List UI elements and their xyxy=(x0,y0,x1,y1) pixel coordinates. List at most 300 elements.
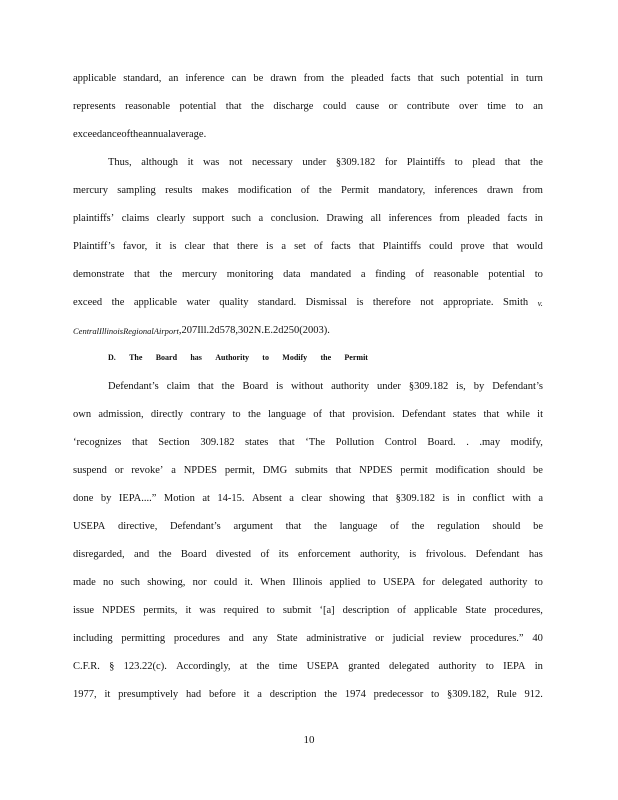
word: authority xyxy=(489,577,528,588)
word: it xyxy=(537,409,543,420)
word: appropriate. xyxy=(443,297,494,308)
word: could xyxy=(322,101,347,112)
word: Plaintiffs xyxy=(406,157,445,168)
word: average. xyxy=(170,129,207,140)
word: 578, xyxy=(219,325,239,336)
word: monitoring xyxy=(226,269,274,280)
word: from xyxy=(439,213,460,224)
word: can xyxy=(231,73,247,84)
heading-word: The xyxy=(129,353,143,362)
word: applicable xyxy=(414,605,458,616)
word: applied xyxy=(329,577,361,588)
word: is xyxy=(276,381,284,392)
word: at xyxy=(202,493,210,504)
word: . xyxy=(466,437,469,448)
word: represents xyxy=(73,101,116,112)
word: showing xyxy=(329,493,365,504)
word: would xyxy=(516,241,543,252)
text-line xyxy=(73,240,543,254)
word: mercury xyxy=(182,269,217,280)
word: Ill.2d xyxy=(197,325,220,336)
word: contribute xyxy=(406,101,450,112)
word: that xyxy=(483,409,500,420)
word: Rule xyxy=(496,689,517,700)
word: plaintiffs’ xyxy=(73,213,115,224)
word: Permit xyxy=(341,185,370,196)
word: judicial xyxy=(392,633,425,644)
word: Regional xyxy=(123,326,154,336)
word: should xyxy=(497,465,526,476)
word: in xyxy=(534,213,543,224)
word: conclusion. xyxy=(270,213,319,224)
word: that xyxy=(372,493,389,504)
word: 309.182 xyxy=(200,437,235,448)
word: to xyxy=(431,689,440,700)
word: annual xyxy=(142,129,171,140)
word: Central xyxy=(73,326,99,336)
word: ‘[a] xyxy=(319,605,335,616)
word: plead xyxy=(472,157,496,168)
word: 250 xyxy=(283,325,300,336)
heading-word: to xyxy=(262,353,269,362)
word: be xyxy=(533,521,543,532)
text-line xyxy=(73,520,543,534)
word: 302 xyxy=(238,325,254,336)
word: and xyxy=(134,549,150,560)
word: it xyxy=(104,689,111,700)
word: delegated xyxy=(389,661,430,672)
word: not xyxy=(420,297,434,308)
word: Absent xyxy=(251,493,282,504)
word: or xyxy=(388,101,398,112)
word: inferences xyxy=(434,185,478,196)
word: results xyxy=(165,185,193,196)
word: that xyxy=(417,73,434,84)
word: 1974 xyxy=(344,689,366,700)
word: an xyxy=(168,73,179,84)
word: sampling xyxy=(117,185,156,196)
word: language xyxy=(339,521,378,532)
word: to xyxy=(454,157,463,168)
word: exceed xyxy=(73,297,103,308)
word: the xyxy=(130,129,143,140)
text-line xyxy=(73,492,543,506)
word: USEPA xyxy=(383,577,416,588)
word: that xyxy=(134,269,150,280)
word: under xyxy=(302,157,327,168)
word: suspend xyxy=(73,465,107,476)
word: clearly xyxy=(156,213,186,224)
word: the xyxy=(331,73,344,84)
word: that xyxy=(197,381,214,392)
word: the xyxy=(256,661,270,672)
word: description xyxy=(269,689,317,700)
word: provision. xyxy=(352,409,395,420)
word: that xyxy=(504,157,521,168)
word: enforcement xyxy=(298,549,351,560)
word: applicable xyxy=(73,73,117,84)
word: any xyxy=(252,633,268,644)
word: pleaded xyxy=(467,213,500,224)
word: states xyxy=(245,437,269,448)
word: or xyxy=(114,465,124,476)
word: Pollution xyxy=(335,437,375,448)
word: Thus, xyxy=(108,157,132,168)
word: C.F.R. xyxy=(73,661,100,672)
word: finding xyxy=(375,269,406,280)
word: a xyxy=(289,493,294,504)
text-line xyxy=(73,268,543,282)
word: standard, xyxy=(123,73,162,84)
word: prove xyxy=(460,241,485,252)
word: required xyxy=(223,605,259,616)
word: to xyxy=(232,409,241,420)
word: applicable xyxy=(133,297,178,308)
word: including xyxy=(73,633,113,644)
word: it xyxy=(243,689,250,700)
word: facts xyxy=(507,213,528,224)
word: to xyxy=(534,269,543,280)
word: no xyxy=(102,577,114,588)
word: NPDES xyxy=(359,465,393,476)
word: Dismissal xyxy=(305,297,347,308)
text-line xyxy=(73,604,543,618)
word: own xyxy=(73,409,92,420)
word: in xyxy=(456,493,466,504)
word: of xyxy=(313,409,322,420)
word: favor, xyxy=(122,241,148,252)
word: Airport xyxy=(153,326,179,336)
word: that xyxy=(329,409,346,420)
word: IEPA....” xyxy=(118,493,157,504)
word: had xyxy=(185,689,202,700)
word: a xyxy=(281,241,286,252)
text-line xyxy=(73,324,543,338)
word: the xyxy=(159,269,173,280)
word: admission, xyxy=(98,409,144,420)
word: exceedance xyxy=(73,129,122,140)
word: mandatory, xyxy=(378,185,426,196)
word: could xyxy=(429,241,453,252)
word: NPDES xyxy=(183,465,217,476)
word: it xyxy=(187,157,194,168)
word: to xyxy=(515,101,524,112)
word: divested xyxy=(216,549,252,560)
word: cause xyxy=(355,101,380,112)
word: the xyxy=(324,689,338,700)
word: IEPA xyxy=(503,661,526,672)
word: of xyxy=(390,521,399,532)
word: USEPA xyxy=(306,661,339,672)
word: over xyxy=(459,101,478,112)
word: clear xyxy=(184,241,205,252)
word: Smith xyxy=(503,297,529,308)
word: Board xyxy=(242,381,269,392)
word: of xyxy=(313,241,323,252)
word: NPDES xyxy=(102,605,136,616)
word: a xyxy=(360,269,366,280)
word: done xyxy=(73,493,94,504)
word: nor xyxy=(192,577,207,588)
word: a xyxy=(258,213,264,224)
word: while xyxy=(506,409,530,420)
word: DMG xyxy=(262,465,288,476)
word: .may xyxy=(479,437,501,448)
word: modification xyxy=(237,185,292,196)
word: N.E.2d xyxy=(253,325,284,336)
word: permit, xyxy=(224,465,255,476)
word: inferences xyxy=(388,213,432,224)
word: states xyxy=(452,409,477,420)
word: potential xyxy=(179,101,217,112)
word: before xyxy=(208,689,236,700)
word: that xyxy=(131,437,148,448)
word: authority xyxy=(438,661,477,672)
word: Motion xyxy=(163,493,195,504)
word: drawn xyxy=(270,73,297,84)
word: of xyxy=(121,129,131,140)
word: inference xyxy=(185,73,225,84)
word: description xyxy=(342,605,390,616)
word: that xyxy=(278,437,295,448)
word: of xyxy=(260,549,270,560)
word: When xyxy=(260,577,286,588)
word: has xyxy=(528,549,543,560)
word: time xyxy=(487,101,506,112)
word: such xyxy=(120,577,140,588)
word: modify, xyxy=(510,437,543,448)
word: at xyxy=(239,661,248,672)
word: its xyxy=(278,549,289,560)
word: 1977, xyxy=(73,689,97,700)
word: showing, xyxy=(147,577,186,588)
word: directive, xyxy=(117,521,158,532)
word: such xyxy=(231,213,252,224)
word: quality xyxy=(219,297,249,308)
word: the xyxy=(111,297,125,308)
word: State xyxy=(465,605,487,616)
word: Board. xyxy=(427,437,456,448)
heading-word: the xyxy=(320,353,332,362)
word: regulation xyxy=(437,521,480,532)
word: v. xyxy=(537,298,543,308)
word: State xyxy=(276,633,298,644)
word: §309.182 xyxy=(395,493,435,504)
word: facts xyxy=(390,73,411,84)
word: Defendant’s xyxy=(170,521,221,532)
word: that xyxy=(335,465,352,476)
word: , xyxy=(178,325,182,336)
word: necessary xyxy=(251,157,293,168)
word: is xyxy=(266,241,274,252)
word: to xyxy=(534,577,543,588)
word: turn xyxy=(525,73,543,84)
word: to xyxy=(266,605,275,616)
word: Illinois xyxy=(292,577,323,588)
word: disregarded, xyxy=(73,549,125,560)
word: mercury xyxy=(73,185,108,196)
word: Defendant xyxy=(475,549,520,560)
text-line xyxy=(73,576,543,590)
word: Section xyxy=(158,437,190,448)
heading-word: Authority xyxy=(215,353,249,362)
text-line xyxy=(73,184,543,198)
word: permits, xyxy=(143,605,178,616)
word: claim xyxy=(166,381,191,392)
text-line xyxy=(73,548,543,562)
word: such xyxy=(440,73,460,84)
word: Accordingly, xyxy=(176,661,231,672)
word: under xyxy=(376,381,401,392)
text-line xyxy=(73,72,543,86)
word: predecessor xyxy=(373,689,424,700)
word: to xyxy=(367,577,376,588)
word: Plaintiff’s xyxy=(73,241,115,252)
word: is xyxy=(409,549,417,560)
word: is xyxy=(169,241,177,252)
word: that xyxy=(285,521,302,532)
word: procedures xyxy=(173,633,220,644)
word: authority, xyxy=(359,549,400,560)
word: by xyxy=(100,493,112,504)
word: it xyxy=(185,605,192,616)
word: procedures.” xyxy=(470,633,524,644)
word: issue xyxy=(73,605,94,616)
word: contrary xyxy=(190,409,226,420)
word: argument xyxy=(233,521,273,532)
word: with xyxy=(512,493,531,504)
word: frivolous. xyxy=(425,549,467,560)
word: in xyxy=(534,661,543,672)
word: or xyxy=(375,633,384,644)
word: the xyxy=(247,409,261,420)
word: the xyxy=(411,521,425,532)
word: is xyxy=(442,493,450,504)
word: §309.182, xyxy=(447,689,490,700)
word: to xyxy=(485,661,494,672)
word: there xyxy=(237,241,259,252)
word: time xyxy=(278,661,298,672)
word: Defendant’s xyxy=(108,381,159,392)
word: drawn xyxy=(486,185,514,196)
word: § xyxy=(109,661,115,672)
word: the xyxy=(251,101,264,112)
word: reasonable xyxy=(433,269,479,280)
word: an xyxy=(533,101,543,112)
word: be xyxy=(532,465,543,476)
word: makes xyxy=(201,185,229,196)
word: delegated xyxy=(442,577,483,588)
word: Plaintiffs xyxy=(382,241,422,252)
section-heading xyxy=(108,352,368,364)
page-number: 10 xyxy=(303,734,315,746)
word: language xyxy=(268,409,306,420)
word: not xyxy=(228,157,243,168)
word: Defendant xyxy=(401,409,446,420)
text-line xyxy=(108,156,543,170)
word: revoke’ xyxy=(131,465,164,476)
word: and xyxy=(228,633,244,644)
word: standard. xyxy=(257,297,297,308)
word: procedures, xyxy=(494,605,543,616)
word: is, xyxy=(456,381,466,392)
word: ‘recognizes xyxy=(73,437,122,448)
text-line xyxy=(73,408,543,422)
word: that xyxy=(492,241,509,252)
word: 40 xyxy=(532,633,543,644)
word: all xyxy=(370,213,382,224)
heading-word: D. xyxy=(108,353,116,362)
heading-word: has xyxy=(190,353,202,362)
word: submits xyxy=(295,465,328,476)
word: is xyxy=(356,297,364,308)
word: permitting xyxy=(121,633,166,644)
word: of xyxy=(397,605,407,616)
word: claims xyxy=(121,213,150,224)
word: a xyxy=(538,493,543,504)
heading-word: Board xyxy=(155,353,178,362)
heading-word: Permit xyxy=(344,353,368,362)
word: of xyxy=(300,185,310,196)
word: by xyxy=(473,381,485,392)
word: 912. xyxy=(524,689,543,700)
word: from xyxy=(522,185,543,196)
word: for xyxy=(422,577,435,588)
word: therefore xyxy=(372,297,411,308)
word: a xyxy=(171,465,176,476)
word: pleaded xyxy=(351,73,384,84)
word: Defendant’s xyxy=(492,381,543,392)
word: mandated xyxy=(310,269,352,280)
word: granted xyxy=(348,661,380,672)
word: 123.22(c). xyxy=(123,661,167,672)
word: the xyxy=(318,185,332,196)
word: was xyxy=(199,605,216,616)
word: water xyxy=(186,297,210,308)
word: presumptively xyxy=(118,689,179,700)
word: potential xyxy=(466,73,504,84)
word: set xyxy=(294,241,306,252)
text-line xyxy=(73,464,543,478)
word: made xyxy=(73,577,96,588)
word: 14-15. xyxy=(217,493,245,504)
word: it. xyxy=(244,577,253,588)
word: Illinois xyxy=(98,326,124,336)
word: administrative xyxy=(306,633,367,644)
word: 207 xyxy=(181,325,198,336)
word: that xyxy=(225,101,242,112)
word: clear xyxy=(301,493,322,504)
word: §309.182 xyxy=(335,157,376,168)
word: authority xyxy=(331,381,370,392)
word: §309.182 xyxy=(408,381,449,392)
word: potential xyxy=(488,269,526,280)
text-line xyxy=(73,296,543,310)
word: permit xyxy=(400,465,428,476)
word: the xyxy=(314,521,327,532)
word: should xyxy=(492,521,521,532)
text-line xyxy=(73,436,543,450)
word: review xyxy=(432,633,462,644)
word: the xyxy=(221,381,235,392)
word: was xyxy=(203,157,220,168)
word: submit xyxy=(282,605,312,616)
text-line xyxy=(73,688,543,702)
word: support xyxy=(192,213,225,224)
text-line xyxy=(73,212,543,226)
word: modification xyxy=(435,465,490,476)
word: directly xyxy=(150,409,183,420)
